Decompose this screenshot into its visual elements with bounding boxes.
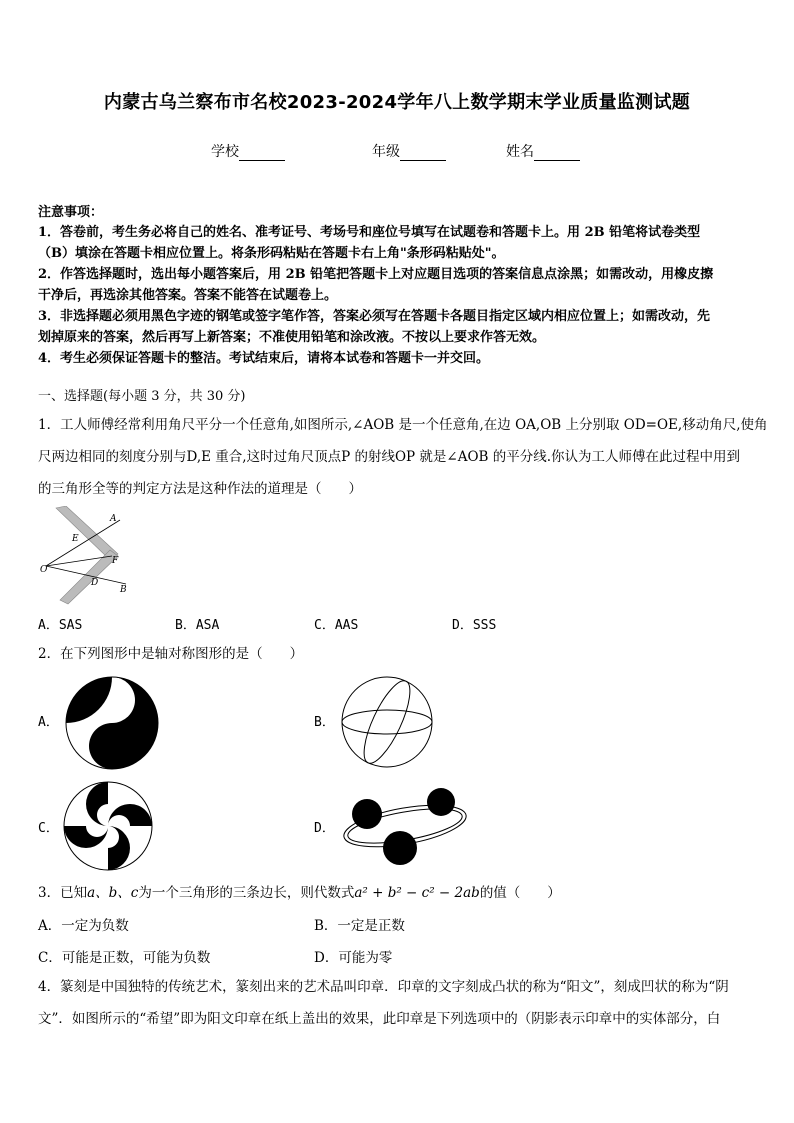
q2-option-a[interactable]: A． (38, 715, 59, 730)
q3-vars: a、b、c (87, 885, 139, 901)
question-1 (38, 414, 768, 500)
q3-stem-mid: 为一个三角形的三条边长，则代数式 (138, 885, 355, 901)
question-2: 2．在下列图形中是轴对称图形的是（ ） (38, 646, 304, 662)
q3-expression: a² + b² − c² − 2ab (354, 885, 480, 901)
label-a: A (110, 514, 117, 524)
orbit-figure (340, 786, 470, 868)
q1-line: 1．工人师傅经常利用角尺平分一个任意角,如图所示,∠AOB 是一个任意角,在边 OA,OB 上分别取 OD=OE,移动角尺,使角 (38, 417, 768, 433)
q4-line: 4．篆刻是中国独特的传统艺术，篆刻出来的艺术品叫印章．印章的文字刻成凸状的称为“阳文”，刻成凹状的称为“阴 (38, 979, 729, 995)
q1-option-d[interactable]: D．SSS (452, 618, 497, 633)
q3-option-b[interactable]: B．一定是正数 (314, 918, 405, 934)
notice-heading: 注意事项： (38, 205, 104, 220)
q2-option-d[interactable]: D． (314, 821, 335, 836)
q3-stem-pre: 3．已知 (38, 885, 88, 901)
notice-line: 3．非选择题必须用黑色字迹的钢笔或签字笔作答，答案必须写在答题卡各题目指定区域内相应位置上；如需改动，先 (38, 309, 711, 324)
angle-ruler-figure (38, 506, 148, 606)
label-e: E (72, 534, 79, 544)
q1-line: 的三角形全等的判定方法是这种作法的道理是（ ） (38, 481, 362, 497)
q4-line: 文”．如图所示的“希望”即为阳文印章在纸上盖出的效果，此印章是下列选项中的（阴影表示印章中的实体部分，白 (38, 1011, 721, 1027)
grade-field (372, 141, 446, 161)
q1-line: 尺两边相同的刻度分别与D,E 重合,这时过角尺顶点P 的射线OP 就是∠AOB 的平分线.你认为工人师傅在此过程中用到 (38, 449, 741, 465)
name-blank (534, 147, 580, 161)
name-field (506, 141, 580, 161)
pinwheel-figure (62, 780, 154, 872)
q3-option-a[interactable]: A．一定为负数 (38, 918, 129, 934)
notice-line: 2．作答选择题时，选出每小题答案后，用 2B 铅笔把答题卡上对应题目选项的答案信息点涂黑；如需改动，用橡皮擦 (38, 267, 714, 282)
q2-option-c[interactable]: C． (38, 821, 59, 836)
ruler-bottom (60, 550, 118, 604)
sphere-figure (340, 675, 434, 769)
label-b: B (120, 585, 127, 595)
notice-line: 4．考生必须保证答题卡的整洁。考试结束后，请将本试卷和答题卡一并交回。 (38, 351, 490, 366)
notice-line: 划掉原来的答案，然后再写上新答案；不准使用铅笔和涂改液。不按以上要求作答无效。 (38, 330, 546, 345)
notice-line: 1．答卷前，考生务必将自己的姓名、准考证号、考场号和座位号填写在试题卷和答题卡上。用 2B 铅笔将试卷类型 (38, 225, 701, 240)
q2-option-b[interactable]: B． (314, 715, 335, 730)
label-o: O (40, 565, 48, 575)
notice-line: （B）填涂在答题卡相应位置上。将条形码粘贴在答题卡右上角"条形码粘贴处"。 (38, 246, 505, 261)
yin-yang-figure (64, 675, 160, 771)
q3-option-d[interactable]: D．可能为零 (314, 950, 393, 966)
name-label: 姓名 (506, 144, 534, 160)
q3-option-c[interactable]: C．可能是正数，可能为负数 (38, 950, 211, 966)
school-label: 学校 (211, 144, 239, 160)
q1-option-a[interactable]: A．SAS (38, 618, 83, 633)
question-4 (38, 976, 768, 1030)
label-d: D (91, 578, 99, 588)
grade-blank (400, 147, 446, 161)
q1-option-c[interactable]: C．AAS (314, 618, 359, 633)
page-title: 内蒙古乌兰察布市名校2023-2024学年八上数学期末学业质量监测试题 (103, 92, 691, 113)
notice-list (38, 222, 768, 369)
grade-label: 年级 (372, 144, 400, 160)
q1-option-b[interactable]: B．ASA (175, 618, 220, 633)
school-field (211, 141, 285, 161)
q3-stem-post: 的值（ ） (479, 885, 561, 901)
notice-line: 干净后，再选涂其他答案。答案不能答在试题卷上。 (38, 288, 338, 303)
question-3 (38, 882, 561, 904)
school-blank (239, 147, 285, 161)
section-heading: 一、选择题(每小题 3 分，共 30 分) (38, 389, 246, 404)
label-f: F (112, 556, 119, 566)
